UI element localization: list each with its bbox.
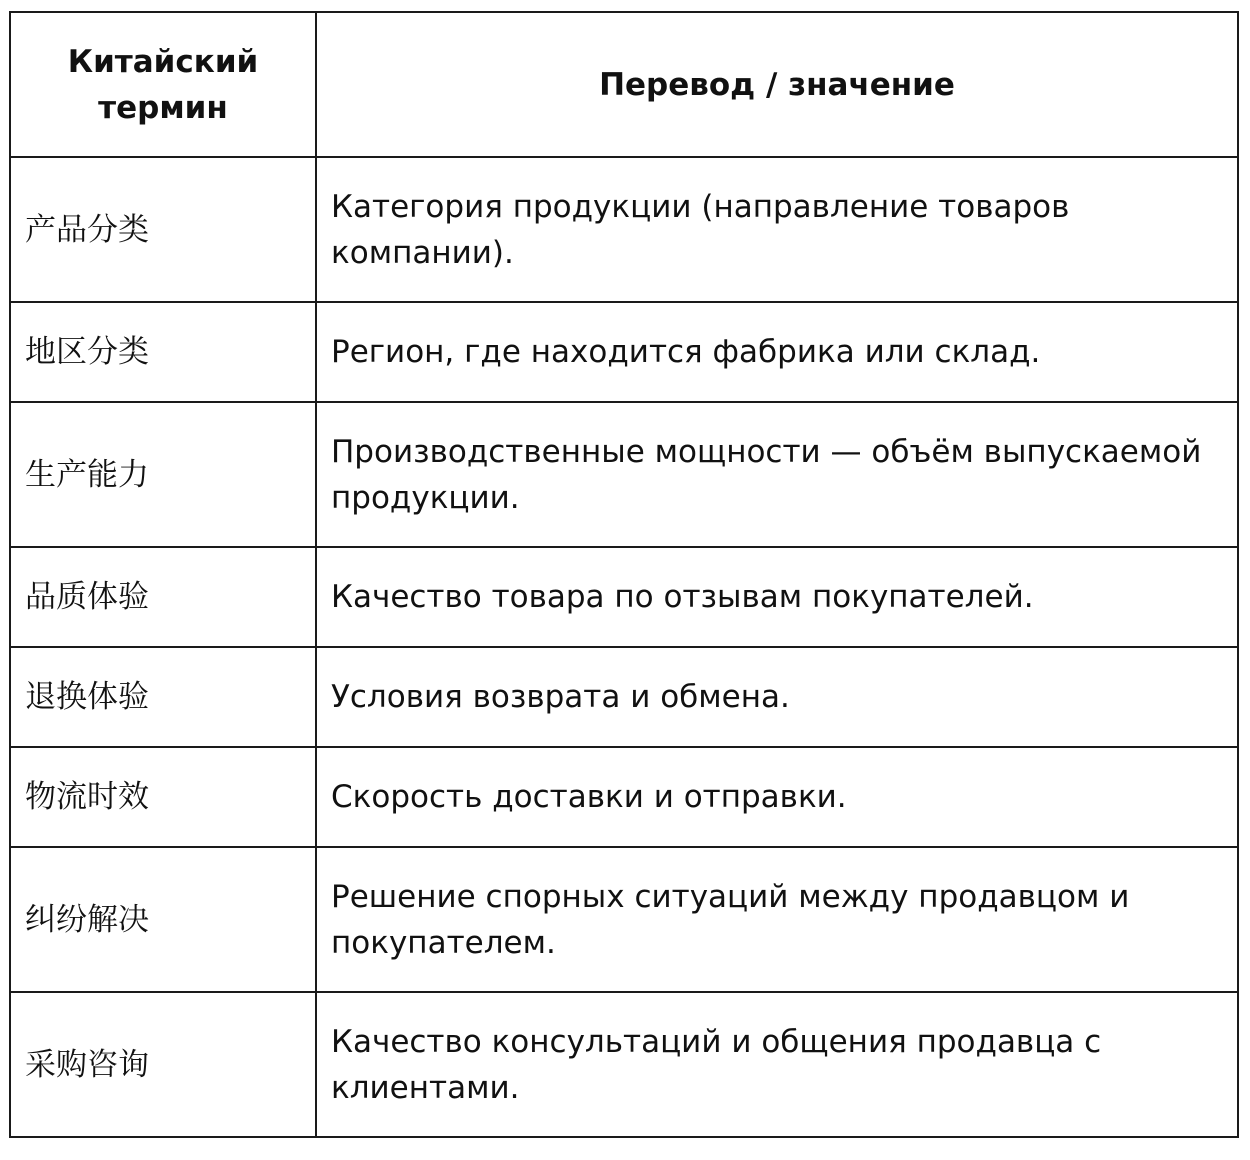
table-row (10, 547, 1238, 647)
header-translation: Перевод / значение (316, 12, 1238, 157)
meaning-cell: Регион, где находится фабрика или склад. (316, 302, 1238, 402)
term-cell: 纠纷解决 (10, 847, 316, 992)
table-row (10, 747, 1238, 847)
meaning-cell: Условия возврата и обмена. (316, 647, 1238, 747)
table-row (10, 992, 1238, 1137)
meaning-cell: Производственные мощности — объём выпускаемой продукции. (316, 402, 1238, 547)
table-row (10, 647, 1238, 747)
meaning-cell: Качество товара по отзывам покупателей. (316, 547, 1238, 647)
term-cell: 品质体验 (10, 547, 316, 647)
term-cell: 退换体验 (10, 647, 316, 747)
header-row (10, 12, 1238, 157)
meaning-cell: Решение спорных ситуаций между продавцом и покупателем. (316, 847, 1238, 992)
table-row (10, 402, 1238, 547)
term-cell: 地区分类 (10, 302, 316, 402)
table-row (10, 847, 1238, 992)
term-cell: 产品分类 (10, 157, 316, 302)
term-cell: 生产能力 (10, 402, 316, 547)
meaning-cell: Категория продукции (направление товаров компании). (316, 157, 1238, 302)
term-cell: 物流时效 (10, 747, 316, 847)
table-row (10, 157, 1238, 302)
term-cell: 采购咨询 (10, 992, 316, 1137)
terms-table (9, 11, 1239, 1138)
header-chinese-term: Китайский термин (10, 12, 316, 157)
table-row (10, 302, 1238, 402)
meaning-cell: Скорость доставки и отправки. (316, 747, 1238, 847)
meaning-cell: Качество консультаций и общения продавца с клиентами. (316, 992, 1238, 1137)
